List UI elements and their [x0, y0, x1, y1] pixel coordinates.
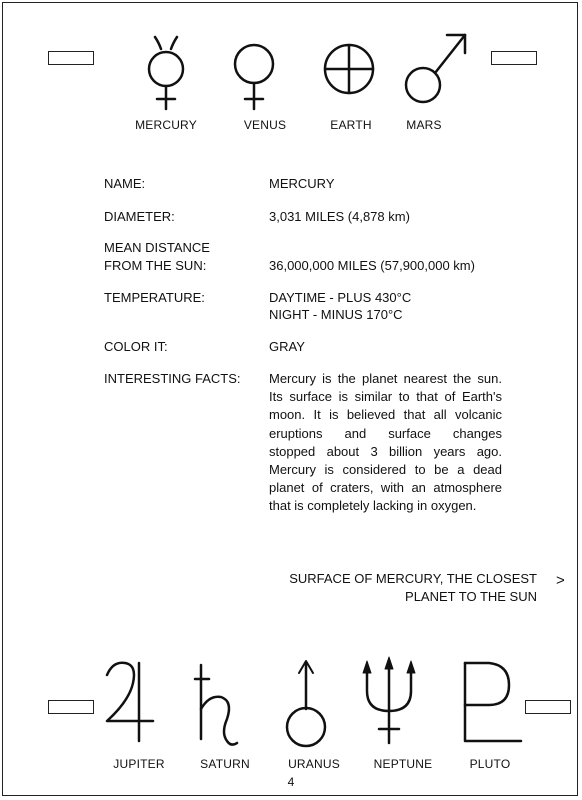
diameter-label: DIAMETER:	[104, 209, 175, 224]
planet-label-neptune: NEPTUNE	[373, 757, 433, 771]
caption-line2: PLANET TO THE SUN	[405, 589, 537, 604]
left-blank-box-top	[48, 51, 94, 65]
name-label: NAME:	[104, 176, 146, 191]
uranus-symbol-icon	[281, 657, 331, 751]
planet-label-saturn: SATURN	[200, 757, 250, 771]
right-blank-box-top	[491, 51, 537, 65]
planet-label-jupiter: JUPITER	[113, 757, 165, 771]
facts-label: INTERESTING FACTS:	[104, 371, 241, 386]
jupiter-symbol-icon	[99, 657, 157, 747]
distance-label-line2: FROM THE SUN:	[104, 258, 207, 273]
temperature-day: DAYTIME - PLUS 430°C	[269, 290, 412, 305]
facts-paragraph	[269, 370, 502, 516]
distance-value: 36,000,000 MILES (57,900,000 km)	[269, 258, 475, 273]
mercury-symbol-icon	[141, 33, 191, 113]
temperature-night: NIGHT - MINUS 170°C	[269, 307, 403, 322]
distance-label-line1: MEAN DISTANCE	[104, 240, 210, 255]
saturn-symbol-icon	[193, 657, 243, 751]
planet-label-pluto: PLUTO	[469, 757, 511, 771]
planet-label-earth: EARTH	[330, 118, 372, 132]
worksheet-page	[2, 2, 578, 796]
caption-arrow: >	[556, 572, 565, 589]
color-value: GRAY	[269, 339, 305, 354]
planet-label-mercury: MERCURY	[135, 118, 197, 132]
mars-symbol-icon	[401, 27, 473, 109]
caption-line1: SURFACE OF MERCURY, THE CLOSEST	[289, 571, 537, 586]
surface-caption	[289, 570, 537, 606]
neptune-symbol-icon	[359, 657, 419, 751]
right-blank-box-bottom	[525, 700, 571, 714]
temperature-label: TEMPERATURE:	[104, 290, 205, 305]
facts-line: stopped about 3 billion years ago.	[269, 443, 502, 459]
color-label: COLOR IT:	[104, 339, 168, 354]
name-value: MERCURY	[269, 176, 335, 191]
facts-line: that is completely lacking in oxygen.	[269, 498, 477, 514]
planet-label-uranus: URANUS	[288, 757, 340, 771]
planet-label-mars: MARS	[406, 118, 442, 132]
facts-line: eruptions and surface changes	[269, 425, 502, 441]
left-blank-box-bottom	[48, 700, 94, 714]
facts-line: planet of craters, with an atmosphere	[269, 480, 502, 496]
diameter-value: 3,031 MILES (4,878 km)	[269, 209, 410, 224]
facts-line: Mercury is the planet nearest the sun.	[269, 371, 502, 386]
pluto-symbol-icon	[457, 657, 527, 751]
earth-symbol-icon	[321, 37, 377, 103]
page-number: 4	[287, 775, 295, 789]
planet-label-venus: VENUS	[243, 118, 287, 132]
facts-line: moon. It is believed that all volcanic	[269, 407, 502, 423]
facts-line: Its surface is similar to that of Earth's	[269, 389, 502, 405]
venus-symbol-icon	[229, 39, 279, 113]
facts-line: Mercury is considered to be a dead	[269, 462, 502, 478]
